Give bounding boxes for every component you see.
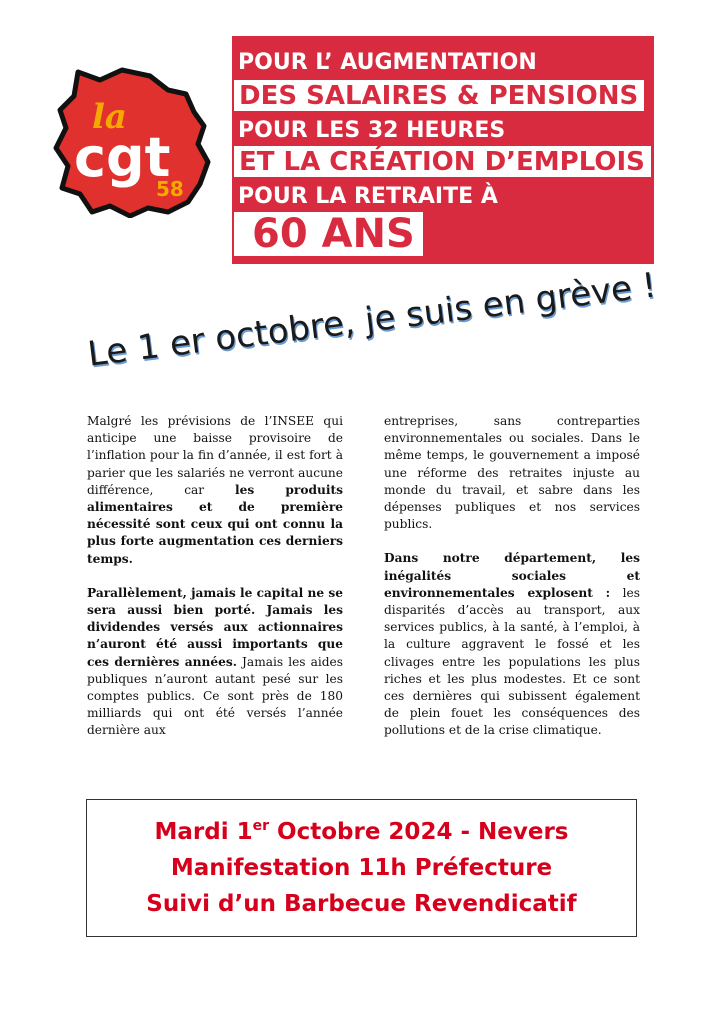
paragraph-emphasis: Dans notre département, les inégalités sociales et environnementales explosent : <box>384 551 640 600</box>
banner-line-1: POUR L’ AUGMENTATION <box>238 50 537 75</box>
body-column-left <box>87 413 343 740</box>
logo-cgt-text: cgt <box>74 126 171 189</box>
logo-la-text: la <box>92 97 127 137</box>
event-box <box>86 799 637 937</box>
banner-line-2: DES SALAIRES & PENSIONS <box>234 80 644 111</box>
event-date-place: Octobre 2024 - Nevers <box>269 819 569 845</box>
body-column-right <box>384 413 640 740</box>
event-day: Mardi 1 <box>154 819 253 845</box>
paragraph <box>87 585 343 740</box>
event-date-line <box>155 814 569 850</box>
cgt58-logo <box>52 66 214 218</box>
banner-line-5: POUR LA RETRAITE À <box>238 184 498 209</box>
event-demonstration-line: Manifestation 11h Préfecture <box>170 855 553 881</box>
banner-line-6: 60 ANS <box>234 212 423 256</box>
logo-number-text: 58 <box>156 177 184 201</box>
paragraph-emphasis: Parallèlement, jamais le capital ne se sera aussi bien porté. Jamais les dividendes versés aux actionnaires n’auront été aussi importants que ces dernières années. <box>87 585 343 669</box>
paragraph <box>384 550 640 739</box>
strike-slogan: Le 1 er octobre, je suis en grève ! <box>85 265 659 375</box>
banner-line-3: POUR LES 32 HEURES <box>238 118 506 143</box>
nievre-map-logo-icon <box>52 66 214 218</box>
demands-banner <box>232 36 654 264</box>
paragraph: entreprises, sans contreparties environnementales ou sociales. Dans le même temps, le gouvernement a imposé une réforme des retraites injuste au monde du travail, et sabre dans les dépenses publiques et nos services publics. <box>384 414 640 532</box>
paragraph-text: Malgré les prévisions de l’INSEE qui anticipe une baisse provisoire de l’inflation pour la fin d’année, il est fort à parier que les salariés ne verront aucune différence, car <box>87 414 343 497</box>
paragraph-text: Jamais les aides publiques n’auront autant pesé sur les comptes publics. Ce sont près de 180 milliards qui ont été versés l’année dernière aux <box>87 654 344 738</box>
paragraph-text: les disparités d’accès au transport, aux services publics, à la santé, à l’emploi, à la culture aggravent le fossé et les clivages entre les populations les plus riches et les plus modestes. Et ce sont ces dernières qui subissent également de plein fouet les conséquences des pollutions et de la crise climatique. <box>384 585 640 738</box>
banner-line-4: ET LA CRÉATION D’EMPLOIS <box>234 146 651 177</box>
paragraph-emphasis: les produits alimentaires et de première nécessité sont ceux qui ont connu la plus forte augmentation ces derniers temps. <box>87 482 343 566</box>
paragraph <box>87 413 343 568</box>
event-barbecue-line: Suivi d’un Barbecue Revendicatif <box>146 891 577 917</box>
event-ordinal: er <box>252 818 270 834</box>
